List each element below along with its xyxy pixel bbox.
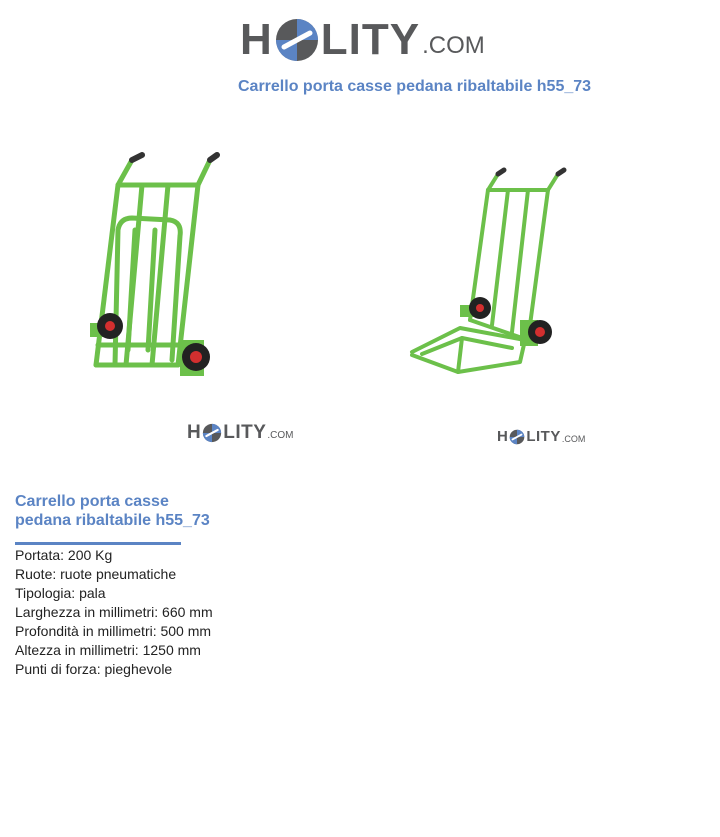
watermark-text-h: H bbox=[497, 428, 509, 445]
watermark-text-h: H bbox=[187, 422, 202, 443]
holity-watermark bbox=[187, 422, 294, 444]
product-title bbox=[15, 492, 235, 530]
watermark-text-lity: LITY bbox=[526, 428, 561, 445]
spec-item: Tipologia: pala bbox=[15, 585, 106, 601]
watermark-text-domain: .COM bbox=[561, 433, 586, 444]
holity-o-icon bbox=[274, 17, 320, 63]
watermark-text-lity: LITY bbox=[223, 422, 267, 443]
watermark-text-domain: .COM bbox=[267, 430, 294, 441]
holity-watermark bbox=[497, 428, 585, 445]
holity-o-icon bbox=[202, 423, 222, 443]
spec-item: Portata: 200 Kg bbox=[15, 547, 113, 563]
holity-o-icon bbox=[509, 429, 525, 445]
product-title-line-1: Carrello porta casse bbox=[15, 493, 169, 510]
logo-text-h: H bbox=[240, 15, 273, 64]
logo-text-domain: .COM bbox=[422, 32, 485, 59]
page-title: Carrello porta casse pedana ribaltabile h55_73 bbox=[238, 78, 592, 95]
spec-item: Ruote: ruote pneumatiche bbox=[15, 566, 177, 582]
spec-item: Altezza in millimetri: 1250 mm bbox=[15, 642, 201, 658]
holity-logo[interactable] bbox=[240, 14, 485, 66]
trolley-upright-photo bbox=[60, 140, 240, 410]
logo-text-lity: LITY bbox=[320, 15, 421, 64]
trolley-tilted-photo bbox=[400, 160, 570, 400]
product-title-line-2: pedana ribaltabile h55_73 bbox=[15, 512, 210, 529]
spec-item: Profondità in millimetri: 500 mm bbox=[15, 623, 212, 639]
spec-item: Punti di forza: pieghevole bbox=[15, 661, 173, 677]
spec-list bbox=[15, 546, 213, 679]
spec-item: Larghezza in millimetri: 660 mm bbox=[15, 604, 213, 620]
title-divider bbox=[15, 542, 181, 545]
